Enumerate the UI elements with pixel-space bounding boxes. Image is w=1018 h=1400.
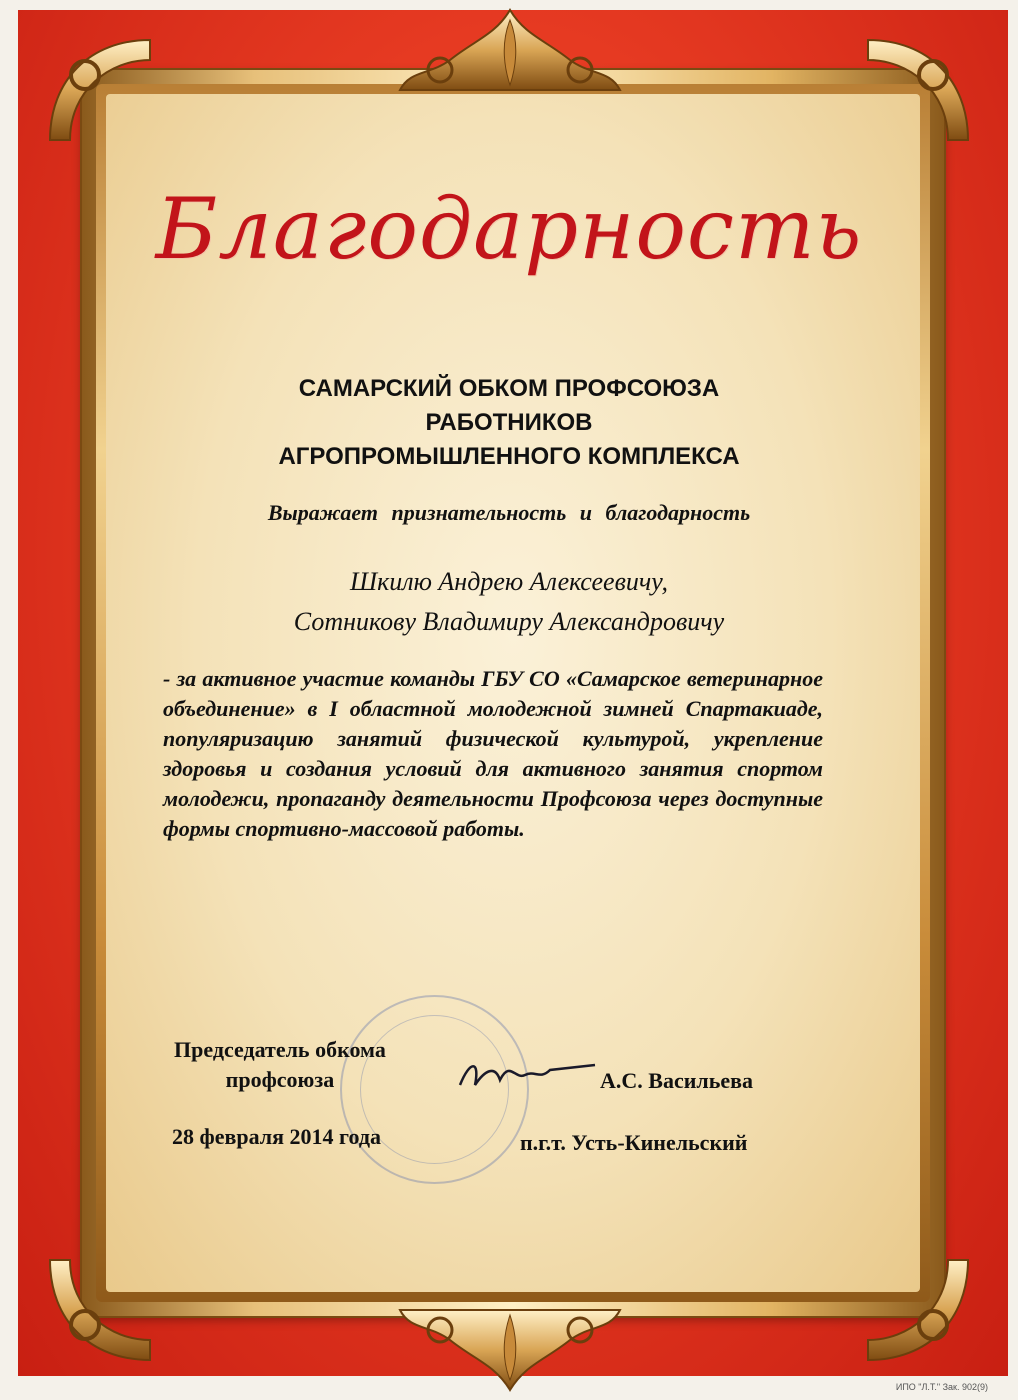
issue-place: п.г.т. Усть-Кинельский — [520, 1130, 748, 1155]
reason-paragraph: - за активное участие команды ГБУ СО «Самарское ветеринарное объединение» в I областной молодежной зимней Спартакиаде, популяризацию занятий физической культурой, укрепление здоровья и создания условий для активного занятия спортом молодежи, пропаганду деятельности Профсоюза через доступные формы спортивно-массовой работы. — [163, 666, 823, 841]
recipient-names — [0, 562, 1018, 642]
recipient-name: Шкилю Андрею Алексеевичу, — [349, 567, 669, 596]
organization-name: САМАРСКИЙ ОБКОМ ПРОФСОЮЗА РАБОТНИКОВ АГРОПРОМЫШЛЕННОГО КОМПЛЕКСА — [278, 375, 740, 470]
signatory-name: А.С. Васильева — [600, 1068, 754, 1093]
corner-ornament-top-right-icon — [858, 30, 978, 150]
top-ornament-icon — [380, 0, 640, 110]
printer-note: ИПО "Л.Т." Зак. 902(9) — [895, 1382, 988, 1392]
bottom-ornament-icon — [380, 1290, 640, 1400]
corner-ornament-bottom-right-icon — [858, 1250, 978, 1370]
issue-date: 28 февраля 2014 года — [172, 1124, 381, 1149]
signature-icon — [455, 1050, 605, 1100]
corner-ornament-bottom-left-icon — [40, 1250, 160, 1370]
expresses-gratitude-line: Выражает признательность и благодарность — [267, 500, 751, 525]
certificate-title: Благодарность — [155, 180, 863, 278]
corner-ornament-top-left-icon — [40, 30, 160, 150]
signatory-title: Председатель обкома профсоюза — [174, 1037, 386, 1092]
recipient-name: Сотникову Владимиру Александровичу — [293, 607, 725, 636]
